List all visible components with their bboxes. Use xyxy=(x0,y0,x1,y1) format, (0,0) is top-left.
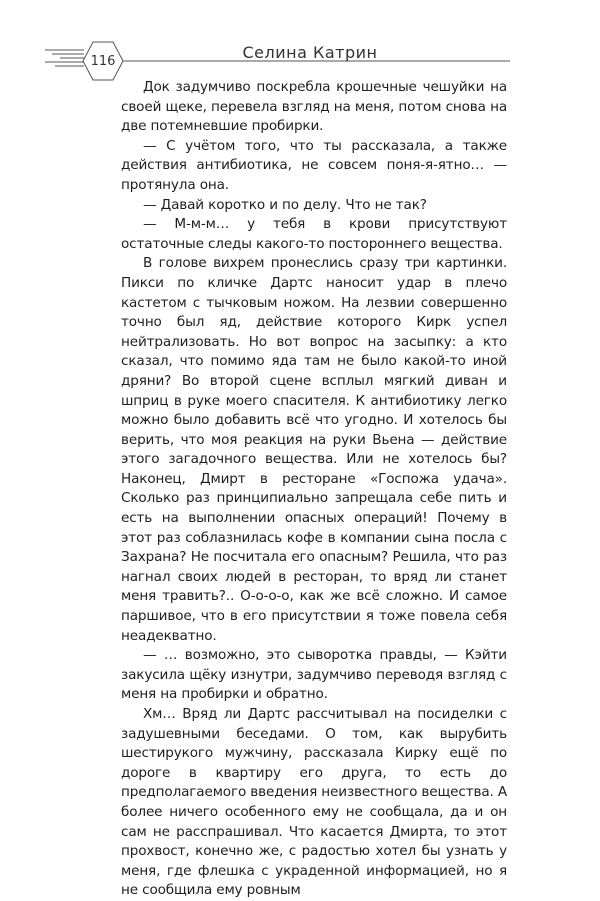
running-title: Селина Катрин xyxy=(242,43,378,62)
paragraph: Хм… Вряд ли Дартс рассчитывал на посиделки с задушевными беседами. О том, как вырубить шестирукого мужчину, рассказала Кирку ещё по дороге в квартиру его друга, то есть до предполагаемого введения неизвестного вещества. А более ничего особенного ему не сообщала, да и он сам не расспрашивал. Что касается Дмирта, то этот прохвост, конечно же, с радостью хотел бы узнать у меня, где флешка с украденной информацией, но я не сообщила ему ровным xyxy=(121,706,507,899)
paragraph: — М-м-м… у тебя в крови присутствуют остаточные следы какого-то постороннего вещества. xyxy=(121,216,507,252)
paragraph: — С учётом того, что ты рассказала, а также действия антибиотика, не совсем поня-я-ятно… — протянула она. xyxy=(121,137,507,193)
paragraph: — … возможно, это сыворотка правды, — Кэйти закусила щёку изнутри, задумчиво переводя взгляд с меня на пробирки и обратно. xyxy=(121,647,507,703)
paragraph: Док задумчиво поскребла крошечные чешуйки на своей щеке, перевела взгляд на меня, потом снова на две потемневшие пробирки. xyxy=(121,79,507,135)
paragraph: В голове вихрем пронеслись сразу три картинки. Пикси по кличке Дартс наносит удар в плечо кастетом с тычковым ножом. На лезвии совершенно точно был яд, действие которого Кирк успел нейтрализовать. Но вот вопрос на засыпку: а кто сказал, что помимо яда там не было какой-то иной дряни? Во второй сцене всплыл мягкий диван и шприц в руке моего спасителя. К антибиотику легко можно было добавить всё что угодно. И хотелось бы верить, что моя реакция на руки Вьена — действие этого загадочного вещества. Или не хотелось бы? Наконец, Дмирт в ресторане «Госпожа удача». Сколько раз принципиально запрещала себе пить и есть на выполнении опасных операций! Почему в этот раз соблазнилась кофе в компании сына посла с Захрана? Не посчитала его опасным? Решила, что раз нагнал своих людей в ресторан, то вряд ли станет меня травить?.. О-о-о-о, как же всё сложно. И самое паршивое, что в его присутствии я тоже повела себя неадекватно. xyxy=(121,255,507,644)
page-header xyxy=(0,0,600,90)
paragraph: — Давай коротко и по делу. Что не так? xyxy=(143,196,427,213)
body-text xyxy=(121,78,507,901)
page-number: 116 xyxy=(90,54,116,69)
